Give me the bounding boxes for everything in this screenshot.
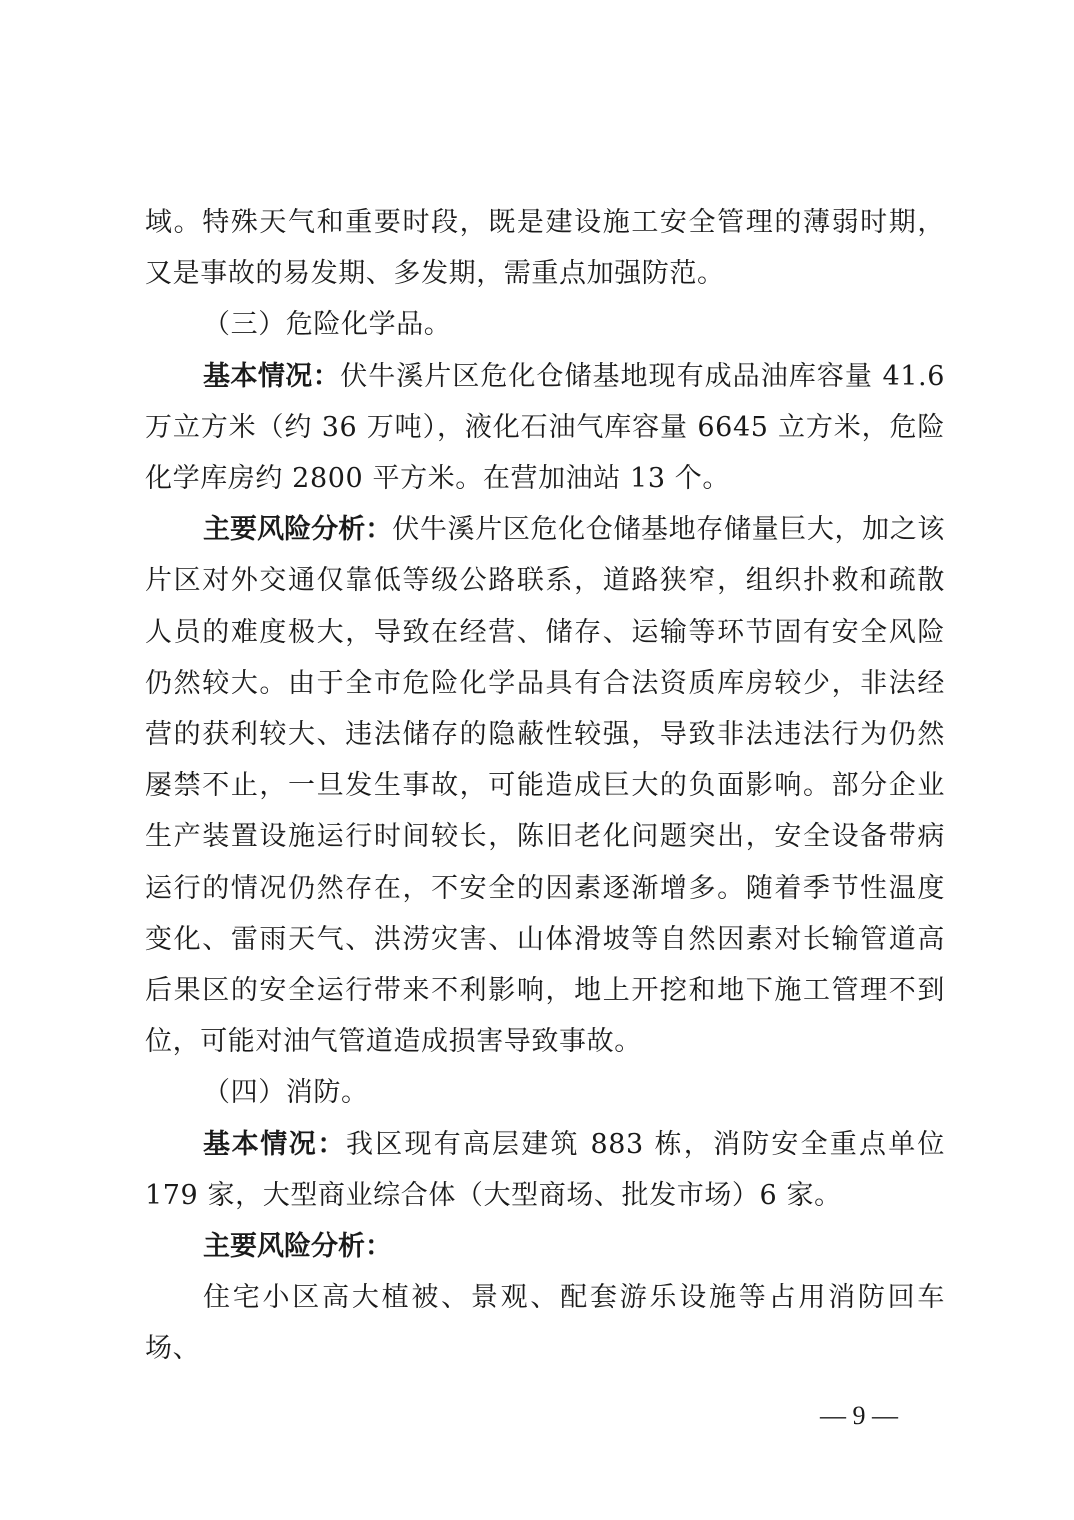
paragraph-risk-analysis-fire-heading <box>145 1221 945 1272</box>
paragraph-text: 伏牛溪片区危化仓储基地现有成品油库容量 41.6 万立方米（约 36 万吨），液化石油气库容量 6645 立方米，危险化学库房约 2800 平方米。在营加油站 13 个。 <box>145 360 945 495</box>
heading-text: （三）危险化学品。 <box>203 309 452 341</box>
paragraph-text: 伏牛溪片区危化仓储基地存储量巨大，加之该片区对外交通仅靠低等级公路联系，道路狭窄，组织扑救和疏散人员的难度极大，导致在经营、储存、运输等环节固有安全风险仍然较大。由于全市危险化学品具有合法资质库房较少，非法经营的获利较大、违法储存的隐蔽性较强，导致非法违法行为仍然屡禁不止，一旦发生事故，可能造成巨大的负面影响。部分企业生产装置设施运行时间较长，陈旧老化问题突出，安全设备带病运行的情况仍然存在，不安全的因素逐渐增多。随着季节性温度变化、雷雨天气、洪涝灾害、山体滑坡等自然因素对长输管道高后果区的安全运行带来不利影响，地上开挖和地下施工管理不到位，可能对油气管道造成损害导致事故。 <box>145 514 946 1058</box>
paragraph-basic-situation-fire <box>145 1119 945 1221</box>
paragraph-lead: 主要风险分析： <box>203 514 393 546</box>
paragraph-risk-analysis-fire-body <box>145 1272 945 1374</box>
paragraph-lead: 主要风险分析： <box>203 1231 392 1263</box>
paragraph-lead: 基本情况： <box>203 1128 347 1160</box>
heading-text: （四）消防。 <box>203 1077 369 1109</box>
paragraph-continuation <box>145 197 945 299</box>
page-number: — 9 — <box>820 1401 898 1430</box>
paragraph-text: 我区现有高层建筑 883 栋，消防安全重点单位 179 家，大型商业综合体（大型商场、批发市场）6 家。 <box>145 1128 946 1211</box>
paragraph-text: 域。特殊天气和重要时段，既是建设施工安全管理的薄弱时期，又是事故的易发期、多发期，需重点加强防范。 <box>145 207 945 290</box>
paragraph-text: 住宅小区高大植被、景观、配套游乐设施等占用消防回车场、 <box>145 1282 945 1365</box>
document-page <box>145 197 945 1375</box>
section-heading-fire-protection <box>145 1067 945 1118</box>
paragraph-basic-situation-chemicals <box>145 351 945 505</box>
paragraph-risk-analysis-chemicals <box>145 504 945 1067</box>
paragraph-lead: 基本情况： <box>203 360 341 392</box>
section-heading-hazardous-chemicals <box>145 299 945 350</box>
